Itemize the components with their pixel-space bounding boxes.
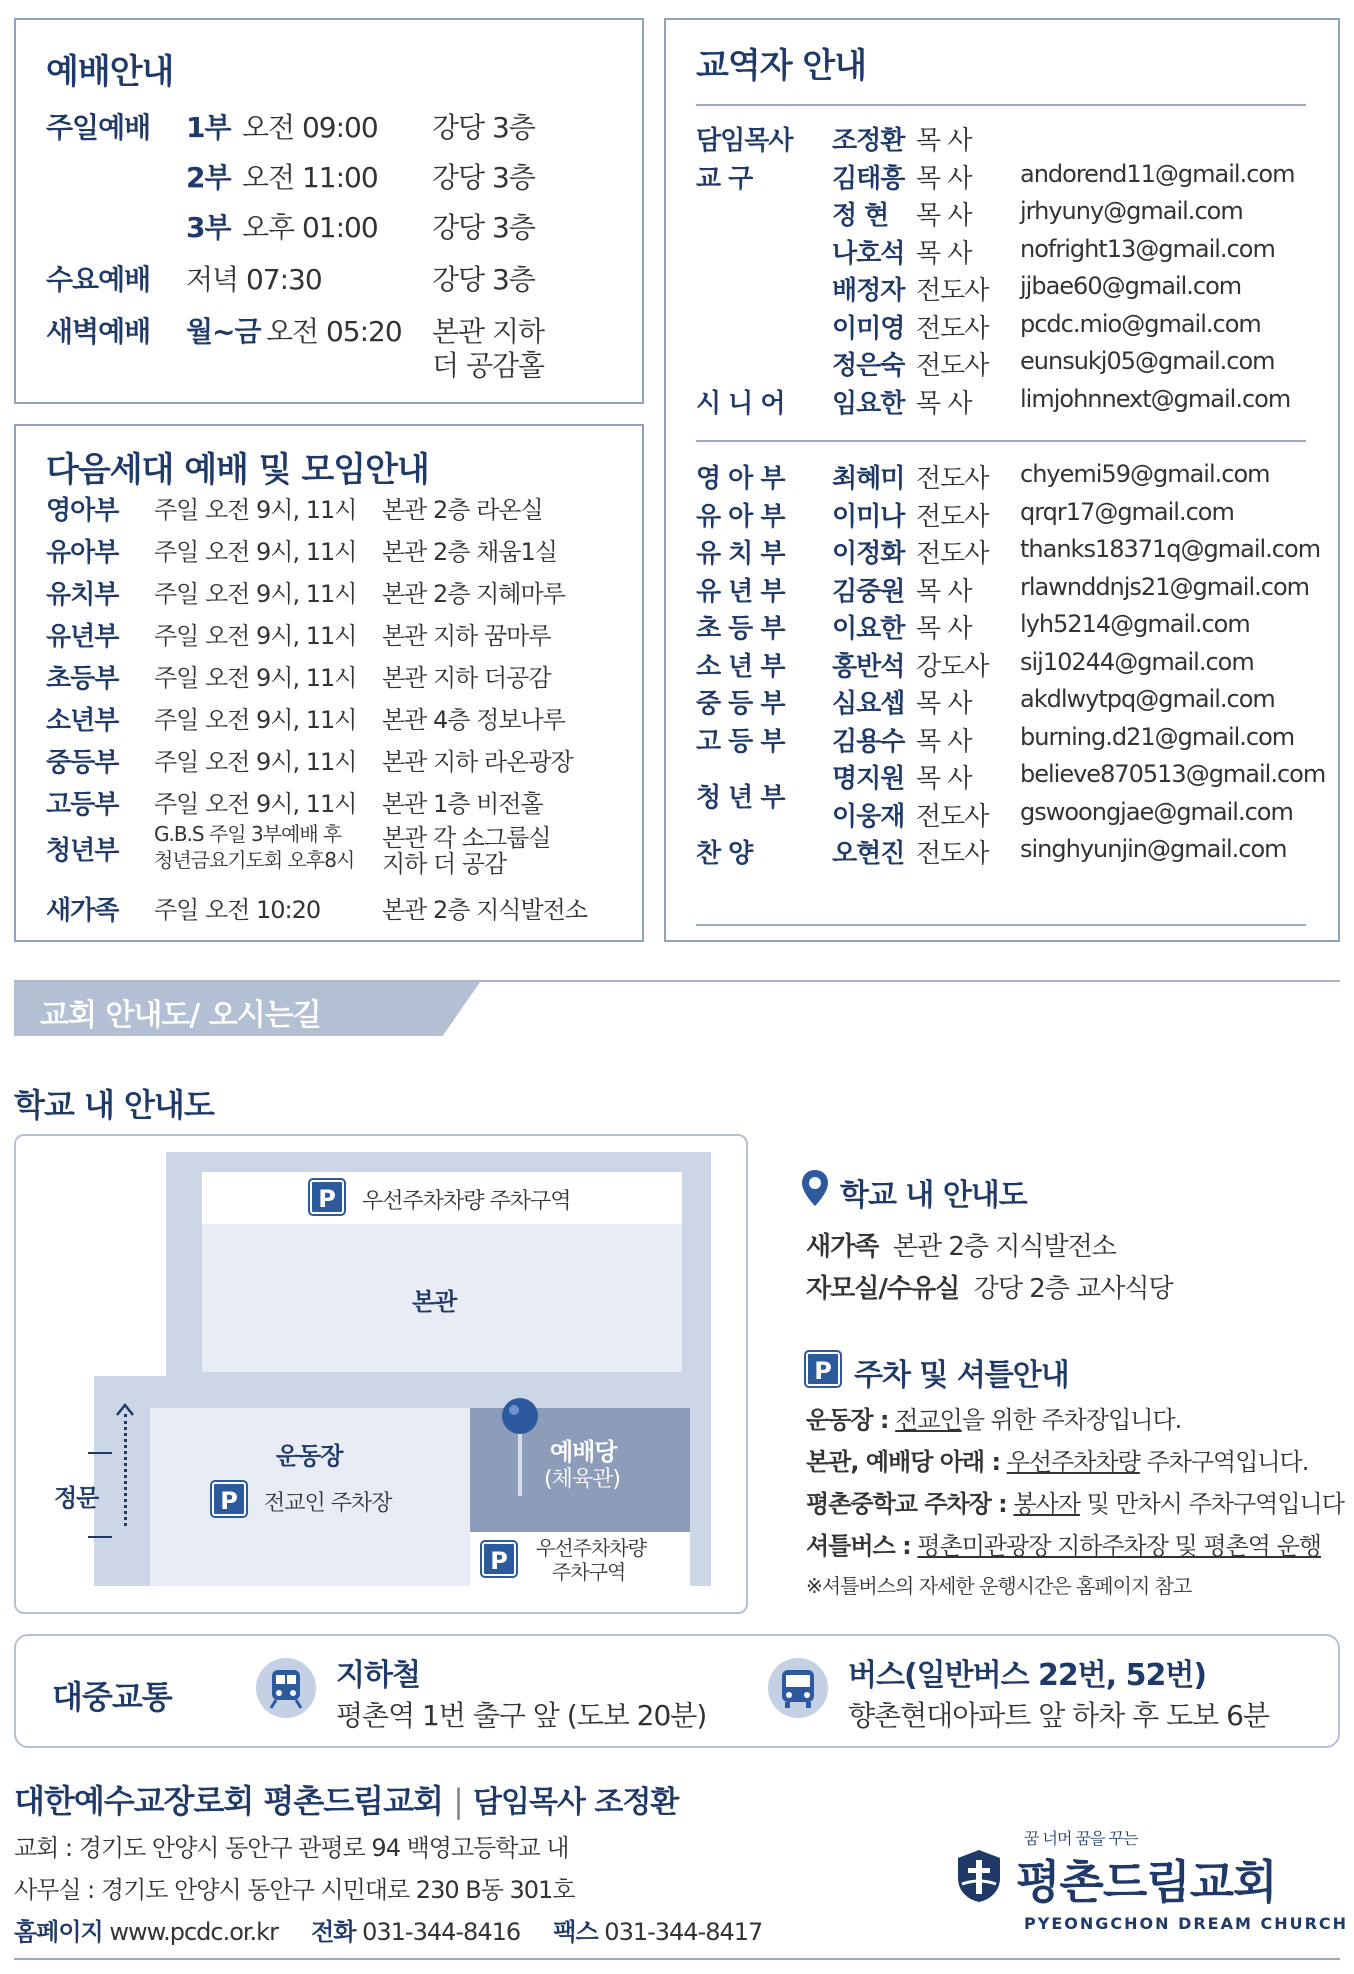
staff-email[interactable]: singhyunjin@gmail.com — [1020, 835, 1287, 863]
staff-position: 전도사 — [916, 313, 989, 344]
staff-position: 전도사 — [916, 276, 989, 306]
staff-email[interactable]: chyemi59@gmail.com — [1020, 460, 1270, 488]
cross-logo-icon — [954, 1848, 1004, 1904]
staff-role: 시 니 어 — [696, 388, 785, 419]
field-parking-label: 전교인 주차장 — [264, 1491, 392, 1516]
nextgen-time: G.B.S 주일 3부예배 후 — [154, 822, 342, 846]
nextgen-place-2: 지하 더 공감 — [382, 850, 507, 878]
nextgen-time: 주일 오전 9시, 11시 — [154, 580, 357, 608]
staff-name: 정은숙 — [832, 351, 905, 381]
staff-position: 목 사 — [916, 576, 972, 607]
nextgen-time: 주일 오전 9시, 11시 — [154, 748, 357, 776]
staff-position: 전도사 — [916, 839, 989, 869]
nextgen-place: 본관 2층 채움1실 — [382, 538, 557, 566]
nextgen-time: 주일 오전 9시, 11시 — [154, 538, 357, 566]
subway-desc: 평촌역 1번 출구 앞 (도보 20분) — [336, 1699, 707, 1732]
parking-top-label: 우선주차차량 주차구역 — [362, 1189, 571, 1214]
staff-name: 홍반석 — [832, 651, 905, 682]
staff-role: 고 등 부 — [696, 726, 785, 757]
nextgen-time: 주일 오전 10:20 — [154, 896, 321, 924]
staff-name: 이정화 — [832, 539, 905, 569]
nextgen-time-2: 청년금요기도회 오후8시 — [154, 848, 355, 872]
staff-position: 목 사 — [916, 614, 972, 644]
staff-title: 교역자 안내 — [696, 46, 867, 86]
info-parking-3: 평촌중학교 주차장 : 봉사자 및 만차시 주차구역입니다 — [806, 1490, 1344, 1518]
staff-role: 찬 양 — [696, 839, 753, 869]
staff-name: 김용수 — [832, 726, 905, 757]
nextgen-dept: 소년부 — [46, 706, 119, 736]
footer-contacts: 홈페이지 www.pcdc.or.kr 전화 031-344-8416 팩스 031-344-8417 — [14, 1918, 763, 1946]
nextgen-place: 본관 각 소그룹실 — [382, 824, 551, 852]
subway-title: 지하철 — [336, 1658, 420, 1693]
worship-part: 3부 — [186, 211, 231, 244]
staff-email[interactable]: sij10244@gmail.com — [1020, 647, 1254, 676]
nextgen-time: 주일 오전 9시, 11시 — [154, 622, 357, 650]
staff-email[interactable]: lyh5214@gmail.com — [1020, 610, 1250, 638]
nextgen-dept: 고등부 — [46, 790, 119, 820]
staff-role: 청 년 부 — [696, 782, 785, 813]
nextgen-time: 주일 오전 9시, 11시 — [154, 706, 357, 734]
parking-bottom-icon: P — [482, 1542, 516, 1576]
worship-name: 새벽예배 — [46, 315, 151, 348]
staff-position: 목 사 — [916, 726, 972, 757]
staff-position: 목 사 — [916, 388, 972, 419]
location-pin-icon — [800, 1168, 830, 1208]
staff-position: 목 사 — [916, 201, 972, 231]
nextgen-dept: 영아부 — [46, 496, 119, 526]
staff-divider-mid — [696, 440, 1306, 442]
staff-name: 조정환 — [832, 126, 905, 156]
transit-box — [14, 1634, 1340, 1748]
worship-name: 주일예배 — [46, 111, 151, 144]
nextgen-dept: 새가족 — [46, 896, 119, 926]
staff-name: 심요셉 — [832, 689, 905, 719]
staff-email[interactable]: pcdc.mio@gmail.com — [1020, 309, 1261, 338]
staff-position: 전도사 — [916, 801, 989, 832]
worship-name: 수요예배 — [46, 263, 151, 296]
field-parking-icon: P — [212, 1482, 246, 1516]
field-label: 운동장 — [276, 1442, 343, 1470]
info-title: 학교 내 안내도 — [840, 1178, 1027, 1213]
chapel-pin-icon — [500, 1396, 540, 1500]
staff-role: 담임목사 — [696, 126, 793, 156]
staff-position: 목 사 — [916, 764, 972, 794]
staff-position: 목 사 — [916, 126, 972, 156]
gate-arrow-icon — [114, 1400, 136, 1422]
main-building-label: 본관 — [412, 1288, 457, 1316]
logo-tagline: 꿈 너머 꿈을 꾸는 — [1024, 1829, 1138, 1848]
worship-place: 강당 3층 — [432, 211, 535, 244]
map-box — [14, 1134, 748, 1614]
staff-name: 이미나 — [832, 501, 905, 532]
nextgen-place: 본관 지하 꿈마루 — [382, 622, 551, 650]
staff-email[interactable]: jrhyuny@gmail.com — [1020, 197, 1243, 225]
worship-place: 강당 3층 — [432, 161, 535, 194]
staff-email[interactable]: limjohnnext@gmail.com — [1020, 384, 1291, 413]
staff-name: 최혜미 — [832, 464, 905, 494]
homepage-link[interactable]: www.pcdc.or.kr — [109, 1918, 278, 1946]
bus-title: 버스(일반버스 22번, 52번) — [848, 1658, 1207, 1693]
staff-position: 전도사 — [916, 501, 989, 532]
parking-bottom-label1: 우선주차차량 — [536, 1536, 646, 1560]
staff-role: 초 등 부 — [696, 614, 785, 644]
staff-role: 중 등 부 — [696, 689, 785, 719]
worship-place: 강당 3층 — [432, 111, 535, 144]
staff-email[interactable]: thanks18371q@gmail.com — [1020, 535, 1321, 563]
gate-tick-bottom — [88, 1536, 112, 1538]
nextgen-dept: 청년부 — [46, 836, 119, 866]
bus-icon — [768, 1658, 828, 1718]
worship-title: 예배안내 — [46, 52, 174, 92]
footer-church-name: 대한예수교장로회 평촌드림교회 | 담임목사 조정환 — [14, 1782, 679, 1820]
staff-email[interactable]: jjbae60@gmail.com — [1020, 272, 1242, 300]
nextgen-dept: 유아부 — [46, 538, 119, 568]
nextgen-dept: 유치부 — [46, 580, 119, 610]
worship-time: 오전 11:00 — [242, 161, 378, 194]
parking-bottom-label2: 주차구역 — [552, 1560, 626, 1584]
gate-tick-top — [88, 1452, 112, 1454]
nextgen-box — [14, 424, 644, 942]
nextgen-dept: 초등부 — [46, 664, 119, 694]
staff-position: 전도사 — [916, 464, 989, 494]
footer-bottom-line — [14, 1958, 1340, 1960]
staff-name: 정 현 — [832, 201, 889, 231]
parking-top-icon: P — [310, 1180, 344, 1214]
worship-place-2: 더 공감홀 — [432, 349, 545, 382]
worship-time: 저녁 07:30 — [186, 263, 322, 296]
guide-banner-line — [14, 980, 1340, 982]
staff-role: 유 아 부 — [696, 501, 785, 532]
staff-email[interactable]: qrqr17@gmail.com — [1020, 497, 1234, 526]
staff-name: 나호석 — [832, 238, 905, 269]
staff-email[interactable]: andorend11@gmail.com — [1020, 159, 1295, 188]
subway-icon — [256, 1658, 316, 1718]
logo-english: PYEONGCHON DREAM CHURCH — [1024, 1914, 1349, 1933]
info-parking-2: 본관, 예배당 아래 : 우선주차차량 주차구역입니다. — [806, 1448, 1309, 1476]
info-parking-title: 주차 및 셔틀안내 — [854, 1358, 1069, 1393]
worship-part: 2부 — [186, 161, 231, 194]
nextgen-dept: 중등부 — [46, 748, 119, 778]
nextgen-place: 본관 4층 정보나루 — [382, 706, 565, 734]
nextgen-dept: 유년부 — [46, 622, 119, 652]
staff-name: 이요한 — [832, 614, 905, 644]
staff-name: 명지원 — [832, 764, 905, 794]
map-title: 학교 내 안내도 — [14, 1086, 214, 1124]
nextgen-place: 본관 지하 라온광장 — [382, 748, 573, 776]
info-parking-1: 운동장 : 전교인을 위한 주차장입니다. — [806, 1406, 1182, 1434]
info-mother-room: 자모실/수유실 강당 2층 교사식당 — [806, 1274, 1173, 1304]
worship-part: 월~금 — [186, 315, 261, 348]
bus-desc: 향촌현대아파트 앞 하차 후 도보 6분 — [848, 1699, 1269, 1732]
nextgen-time: 주일 오전 9시, 11시 — [154, 496, 357, 524]
chapel-label: 예배당 — [550, 1438, 617, 1466]
staff-name: 배정자 — [832, 276, 905, 306]
worship-time: 오전 09:00 — [242, 111, 378, 144]
transit-title: 대중교통 — [52, 1678, 172, 1716]
staff-email[interactable]: believe870513@gmail.com — [1020, 760, 1326, 788]
worship-time: 오전 05:20 — [266, 315, 402, 348]
staff-role: 영 아 부 — [696, 464, 785, 494]
staff-role: 소 년 부 — [696, 651, 785, 682]
staff-email[interactable]: rlawnddnjs21@gmail.com — [1020, 572, 1310, 601]
worship-time: 오후 01:00 — [242, 211, 378, 244]
staff-name: 김태흥 — [832, 163, 905, 194]
staff-divider-bottom — [696, 924, 1306, 926]
staff-role: 유 치 부 — [696, 539, 785, 569]
nextgen-place: 본관 지하 더공감 — [382, 664, 551, 692]
staff-name: 오현진 — [832, 839, 905, 869]
footer-address-office: 사무실 : 경기도 안양시 동안구 시민대로 230 B동 301호 — [14, 1876, 575, 1904]
staff-name: 이웅재 — [832, 801, 905, 832]
staff-position: 전도사 — [916, 351, 989, 381]
worship-place: 강당 3층 — [432, 263, 535, 296]
staff-position: 목 사 — [916, 689, 972, 719]
nextgen-title: 다음세대 예배 및 모임안내 — [46, 450, 429, 490]
chapel-sub-label: (체육관) — [544, 1467, 620, 1492]
staff-box — [664, 18, 1340, 942]
nextgen-time: 주일 오전 9시, 11시 — [154, 790, 357, 818]
info-note: ※셔틀버스의 자세한 운행시간은 홈페이지 참고 — [806, 1574, 1192, 1598]
nextgen-place: 본관 2층 라온실 — [382, 496, 543, 524]
staff-name: 이미영 — [832, 313, 905, 344]
logo-name: 평촌드림교회 — [1016, 1855, 1277, 1909]
staff-role: 교 구 — [696, 163, 753, 194]
nextgen-place: 본관 2층 지혜마루 — [382, 580, 565, 608]
worship-part: 1부 — [186, 111, 231, 144]
staff-position: 강도사 — [916, 651, 989, 682]
footer-address-church: 교회 : 경기도 안양시 동안구 관평로 94 백영고등학교 내 — [14, 1834, 569, 1862]
staff-email[interactable]: nofright13@gmail.com — [1020, 234, 1275, 263]
staff-email[interactable]: eunsukj05@gmail.com — [1020, 347, 1275, 375]
staff-position: 전도사 — [916, 539, 989, 569]
staff-position: 목 사 — [916, 238, 972, 269]
staff-email[interactable]: burning.d21@gmail.com — [1020, 722, 1295, 751]
staff-email[interactable]: gswoongjae@gmail.com — [1020, 797, 1293, 826]
staff-divider-top — [696, 104, 1306, 106]
staff-role: 유 년 부 — [696, 576, 785, 607]
staff-name: 임요한 — [832, 388, 905, 419]
worship-box — [14, 18, 644, 404]
nextgen-time: 주일 오전 9시, 11시 — [154, 664, 357, 692]
nextgen-place: 본관 2층 지식발전소 — [382, 896, 587, 924]
info-parking-icon: P — [806, 1352, 840, 1386]
staff-position: 목 사 — [916, 163, 972, 194]
nextgen-place: 본관 1층 비전홀 — [382, 790, 543, 818]
gate-line — [124, 1414, 127, 1526]
worship-place: 본관 지하 — [432, 315, 545, 348]
info-parking-4: 셔틀버스 : 평촌미관광장 지하주차장 및 평촌역 운행 — [806, 1532, 1321, 1560]
info-newcomer: 새가족 본관 2층 지식발전소 — [806, 1232, 1116, 1262]
gate-label: 정문 — [54, 1484, 99, 1512]
staff-email[interactable]: akdlwytpq@gmail.com — [1020, 685, 1275, 713]
guide-banner-text: 교회 안내도/ 오시는길 — [40, 998, 321, 1033]
staff-name: 김중원 — [832, 576, 905, 607]
